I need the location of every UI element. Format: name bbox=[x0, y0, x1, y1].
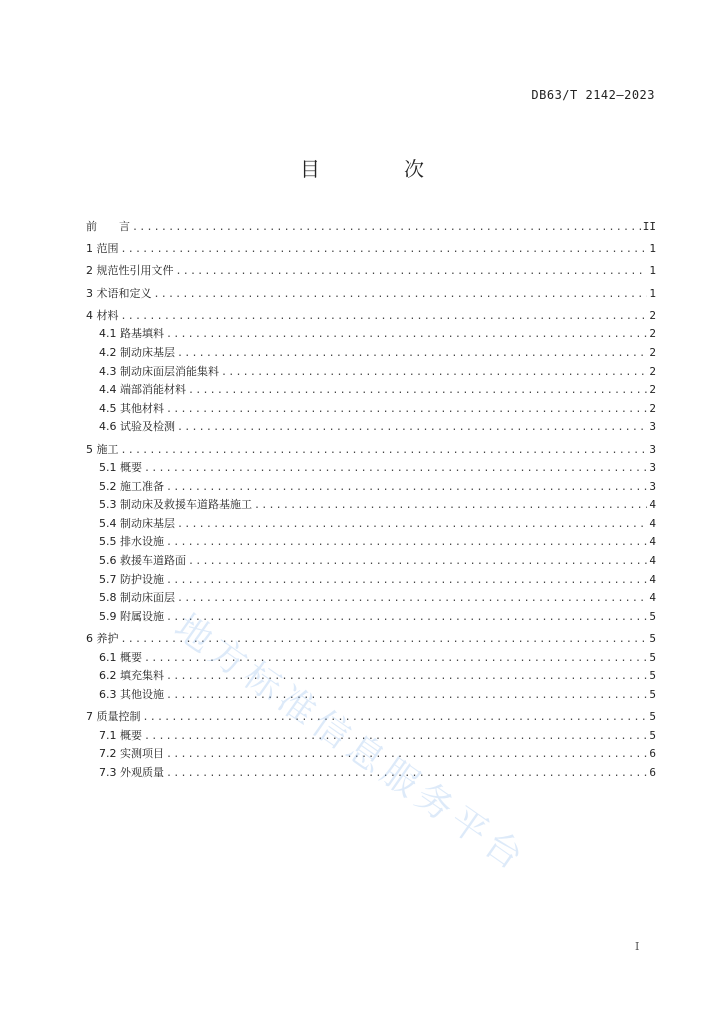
toc-entry[interactable] bbox=[86, 667, 656, 686]
toc-leader-dots bbox=[221, 364, 647, 383]
toc-entry-label: 5.9 附属设施 bbox=[99, 609, 164, 623]
toc-leader-dots bbox=[166, 746, 647, 765]
toc-entry-page: 4 bbox=[649, 498, 656, 512]
toc-entry[interactable] bbox=[86, 686, 656, 705]
toc-leader-dots bbox=[144, 728, 647, 747]
toc-entry-page: 2 bbox=[649, 345, 656, 359]
toc-entry-label: 3 术语和定义 bbox=[86, 286, 152, 300]
toc-entry[interactable] bbox=[86, 363, 656, 382]
toc-entry-page: 2 bbox=[649, 383, 656, 397]
toc-leader-dots bbox=[166, 572, 647, 591]
toc-entry-label: 5.4 制动床基层 bbox=[99, 516, 175, 530]
toc-entry-page: 2 bbox=[649, 327, 656, 341]
toc-entry[interactable] bbox=[86, 764, 656, 783]
toc-entry-page: 3 bbox=[649, 479, 656, 493]
toc-leader-dots bbox=[143, 709, 648, 728]
toc-entry-label: 5 施工 bbox=[86, 442, 119, 456]
toc-entry[interactable] bbox=[86, 496, 656, 515]
toc-entry-label: 2 规范性引用文件 bbox=[86, 264, 174, 278]
toc-entry[interactable] bbox=[86, 307, 656, 326]
toc-entry[interactable] bbox=[86, 285, 656, 304]
toc-entry-page: 5 bbox=[649, 650, 656, 664]
toc-entry-page: 3 bbox=[649, 461, 656, 475]
toc-entry-label: 7 质量控制 bbox=[86, 710, 141, 723]
toc-entry[interactable] bbox=[86, 240, 656, 259]
toc-entry[interactable] bbox=[86, 727, 656, 746]
toc-leader-dots bbox=[166, 609, 647, 628]
toc-leader-dots bbox=[177, 345, 647, 364]
toc-entry[interactable] bbox=[86, 218, 656, 237]
toc-entry-label: 4.5 其他材料 bbox=[99, 401, 164, 415]
toc-entry-page: 5 bbox=[649, 687, 656, 701]
toc-entry-page: 1 bbox=[649, 242, 656, 256]
document-code: DB63/T 2142—2023 bbox=[531, 88, 655, 102]
toc-entry-page: 4 bbox=[649, 516, 656, 530]
toc-entry-label: 4.2 制动床基层 bbox=[99, 345, 175, 359]
toc-entry-page: 5 bbox=[649, 710, 656, 723]
toc-entry-page: 2 bbox=[649, 401, 656, 415]
toc-entry-page: 1 bbox=[649, 286, 656, 300]
toc-entry-page: 4 bbox=[649, 591, 656, 605]
toc-entry-label: 6 养护 bbox=[86, 632, 119, 646]
toc-entry-label: 7.3 外观质量 bbox=[99, 765, 164, 779]
toc-leader-dots bbox=[154, 286, 648, 305]
toc-leader-dots bbox=[166, 534, 647, 553]
toc-entry[interactable] bbox=[86, 325, 656, 344]
toc-entry-label: 6.3 其他设施 bbox=[99, 687, 164, 701]
toc-entry-page: 6 bbox=[649, 765, 656, 779]
watermark: 地方标准信息服务平台 bbox=[166, 606, 535, 882]
toc-entry-page: 6 bbox=[649, 747, 656, 761]
toc-entry-page: 5 bbox=[649, 632, 656, 646]
toc-entry-page: 5 bbox=[649, 609, 656, 623]
toc-leader-dots bbox=[176, 263, 648, 282]
toc-entry-label: 7.1 概要 bbox=[99, 728, 142, 742]
toc-entry[interactable] bbox=[86, 478, 656, 497]
toc-leader-dots bbox=[254, 497, 647, 516]
toc-leader-dots bbox=[166, 765, 647, 784]
toc-leader-dots bbox=[177, 516, 647, 535]
toc-entry[interactable] bbox=[86, 441, 656, 460]
toc-leader-dots bbox=[177, 590, 647, 609]
toc-leader-dots bbox=[121, 308, 648, 327]
toc-entry-page: 5 bbox=[649, 669, 656, 683]
toc-entry-label: 4.6 试验及检测 bbox=[99, 420, 175, 434]
toc-entry-label: 5.5 排水设施 bbox=[99, 535, 164, 549]
toc-leader-dots bbox=[121, 631, 648, 650]
toc-entry[interactable] bbox=[86, 745, 656, 764]
toc-entry-label: 6.2 填充集料 bbox=[99, 669, 164, 683]
toc-entry-label: 6.1 概要 bbox=[99, 650, 142, 664]
toc-entry[interactable] bbox=[86, 630, 656, 649]
toc-entry[interactable] bbox=[86, 589, 656, 608]
toc-entry[interactable] bbox=[86, 418, 656, 437]
toc-entry[interactable] bbox=[86, 608, 656, 627]
toc-entry-label: 5.2 施工准备 bbox=[99, 479, 164, 493]
toc-entry-page: 2 bbox=[649, 308, 656, 322]
toc-leader-dots bbox=[121, 241, 648, 260]
toc-leader-dots bbox=[188, 382, 647, 401]
toc-entry[interactable] bbox=[86, 552, 656, 571]
toc-entry-page: 4 bbox=[649, 554, 656, 568]
page-number: I bbox=[635, 940, 640, 953]
toc-entry[interactable] bbox=[86, 708, 656, 727]
toc-entry[interactable] bbox=[86, 262, 656, 281]
toc-entry[interactable] bbox=[86, 649, 656, 668]
toc-entry-label: 4.3 制动床面层消能集料 bbox=[99, 364, 219, 378]
toc-leader-dots bbox=[177, 419, 647, 438]
toc-leader-dots bbox=[166, 668, 647, 687]
toc-leader-dots bbox=[166, 401, 647, 420]
toc-leader-dots bbox=[166, 326, 647, 345]
toc-entry-label: 5.3 制动床及救援车道路基施工 bbox=[99, 498, 252, 512]
toc-entry[interactable] bbox=[86, 344, 656, 363]
toc-entry-page: 3 bbox=[649, 420, 656, 434]
toc-leader-dots bbox=[121, 442, 648, 461]
toc-entry-label: 7.2 实测项目 bbox=[99, 747, 164, 761]
toc-entry[interactable] bbox=[86, 515, 656, 534]
toc-entry-label: 1 范围 bbox=[86, 242, 119, 256]
toc-entry-label: 4.1 路基填料 bbox=[99, 327, 164, 341]
toc-entry[interactable] bbox=[86, 459, 656, 478]
page-title: 目 次 bbox=[300, 157, 456, 181]
toc-entry[interactable] bbox=[86, 533, 656, 552]
toc-entry-label: 5.7 防护设施 bbox=[99, 572, 164, 586]
toc-entry-page: 2 bbox=[649, 364, 656, 378]
toc-entry[interactable] bbox=[86, 571, 656, 590]
toc-entry-label: 5.6 救援车道路面 bbox=[99, 554, 186, 568]
toc-leader-dots bbox=[188, 553, 647, 572]
toc-entry[interactable] bbox=[86, 381, 656, 400]
toc-entry-label: 前 言 bbox=[86, 220, 130, 233]
toc-leader-dots bbox=[166, 687, 647, 706]
toc-entry-page: 4 bbox=[649, 572, 656, 586]
toc-entry-page: 1 bbox=[649, 264, 656, 278]
toc-entry-page: II bbox=[642, 220, 656, 233]
toc-leader-dots bbox=[144, 460, 647, 479]
toc-entry-page: 5 bbox=[649, 728, 656, 742]
toc-entry[interactable] bbox=[86, 400, 656, 419]
toc-entry-page: 4 bbox=[649, 535, 656, 549]
toc-leader-dots bbox=[144, 650, 647, 669]
table-of-contents bbox=[86, 218, 656, 782]
toc-entry-label: 5.8 制动床面层 bbox=[99, 591, 175, 605]
toc-leader-dots bbox=[132, 219, 641, 238]
toc-entry-label: 5.1 概要 bbox=[99, 461, 142, 475]
toc-entry-label: 4 材料 bbox=[86, 308, 119, 322]
toc-leader-dots bbox=[166, 479, 647, 498]
toc-entry-label: 4.4 端部消能材料 bbox=[99, 383, 186, 397]
toc-entry-page: 3 bbox=[649, 442, 656, 456]
